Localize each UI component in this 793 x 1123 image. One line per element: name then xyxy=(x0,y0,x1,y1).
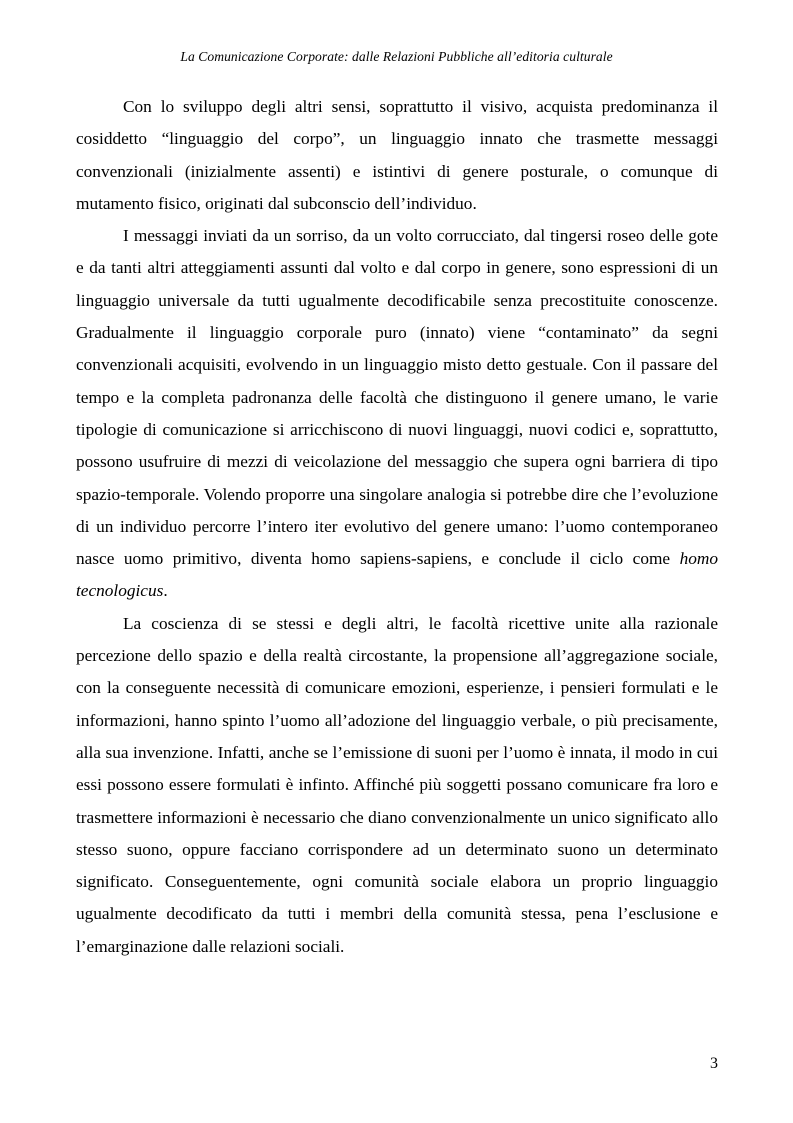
homo-tecnologicus-emphasis: homo tecnologicus xyxy=(76,549,718,601)
page-number: 3 xyxy=(710,1055,718,1072)
body-text xyxy=(76,91,718,963)
paragraph-universal-language xyxy=(76,220,718,608)
paragraph-universal-language-end: . xyxy=(163,581,168,601)
paragraph-body-language: Con lo sviluppo degli altri sensi, soprattutto il visivo, acquista predominanza il cosiddetto “linguaggio del corpo”, un linguaggio innato che trasmette messaggi convenzionali (inizialmente assenti) e istintivi di genere posturale, o comunque di mutamento fisico, originati dal subconscio dell’individuo. xyxy=(76,97,718,213)
paragraph-universal-language-text: I messaggi inviati da un sorriso, da un volto corrucciato, dal tingersi roseo delle gote e da tanti altri atteggiamenti assunti dal volto e dal corpo in genere, sono espressioni di un linguaggio universale da tutti ugualmente decodificabile senza precostituite conoscenze. Gradualmente il linguaggio corporale puro (innato) viene “contaminato” da segni convenzionali acquisiti, evolvendo in un linguaggio misto detto gestuale. Con il passare del tempo e la completa padronanza delle facoltà che distinguono il genere umano, le varie tipologie di comunicazione si arricchiscono di nuovi linguaggi, nuovi codici e, soprattutto, possono usufruire di mezzi di veicolazione del messaggio che supera ogni barriera di tipo spazio-temporale. Volendo proporre una singolare analogia si potrebbe dire che l’evoluzione di un individuo percorre l’intero iter evolutivo del genere umano: l’uomo contemporaneo nasce uomo primitivo, diventa homo sapiens-sapiens, e conclude il ciclo come xyxy=(76,226,718,569)
paragraph-verbal-language: La coscienza di se stessi e degli altri, le facoltà ricettive unite alla razionale percezione dello spazio e della realtà circostante, la propensione all’aggregazione sociale, con la conseguente necessità di comunicare emozioni, esperienze, i pensieri formulati e le informazioni, hanno spinto l’uomo all’adozione del linguaggio verbale, o più precisamente, alla sua invenzione. Infatti, anche se l’emissione di suoni per l’uomo è innata, il modo in cui essi possono essere formulati è infinto. Affinché più soggetti possano comunicare fra loro e trasmettere informazioni è necessario che diano convenzionalmente un unico significato allo stesso suono, oppure facciano corrispondere ad un determinato suono un determinato significato. Conseguentemente, ogni comunità sociale elabora un proprio linguaggio ugualmente decodificato da tutti i membri della comunità stessa, pena l’esclusione e l’emarginazione dalle relazioni sociali. xyxy=(76,613,718,956)
running-header: La Comunicazione Corporate: dalle Relazioni Pubbliche all’editoria culturale xyxy=(180,49,613,64)
